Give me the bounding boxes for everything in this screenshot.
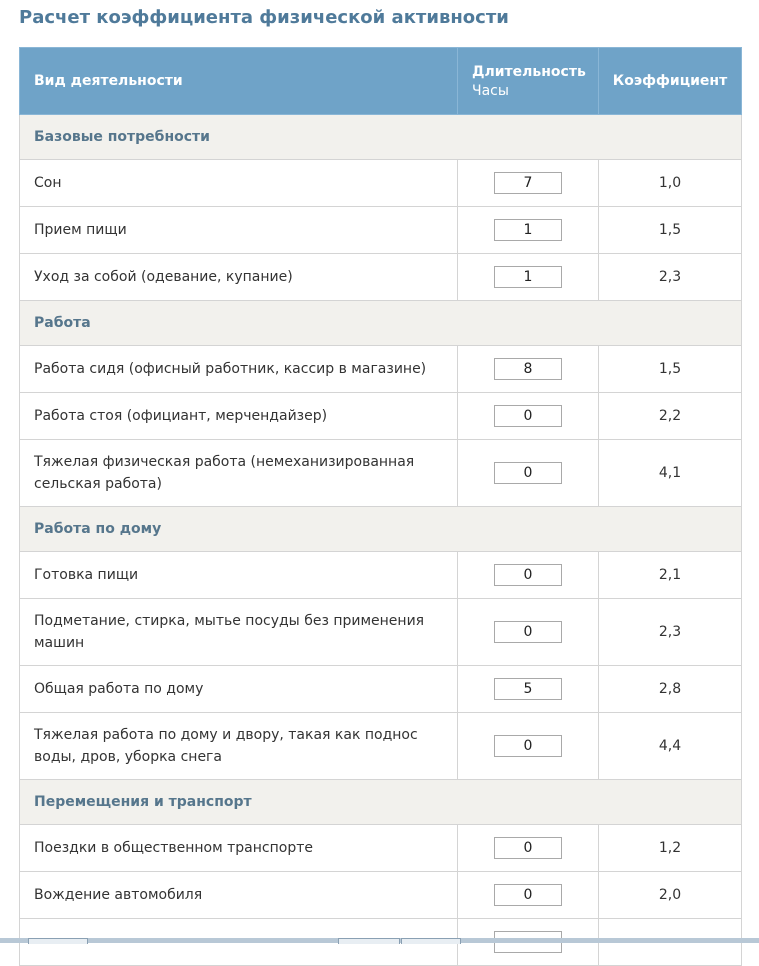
hours-cell (458, 393, 599, 440)
hours-cell (458, 713, 599, 780)
coefficient-value: 1,5 (599, 207, 742, 254)
hours-input[interactable] (494, 735, 562, 757)
table-header-row (20, 48, 742, 115)
header-activity: Вид деятельности (20, 48, 458, 115)
page-title: Расчет коэффициента физической активности (19, 7, 509, 28)
hours-cell (458, 440, 599, 507)
header-duration (458, 48, 599, 115)
hours-input[interactable] (494, 564, 562, 586)
hours-input[interactable] (494, 358, 562, 380)
hours-cell (458, 552, 599, 599)
activity-name: Тяжелая работа по дому и двору, такая как поднос воды, дров, уборка снега (20, 713, 458, 780)
table-row (20, 599, 742, 666)
activity-name: Готовка пищи (20, 552, 458, 599)
section-row (20, 780, 742, 825)
coefficient-value: 4,1 (599, 440, 742, 507)
hours-input[interactable] (494, 621, 562, 643)
bottom-button-right[interactable] (401, 938, 461, 944)
coefficient-value: 1,0 (599, 160, 742, 207)
hours-cell (458, 825, 599, 872)
hours-input[interactable] (494, 837, 562, 859)
coefficient-value: 1,5 (599, 346, 742, 393)
hours-input[interactable] (494, 172, 562, 194)
coefficient-value: 2,8 (599, 666, 742, 713)
hours-input[interactable] (494, 462, 562, 484)
table-row (20, 393, 742, 440)
activity-name: Работа сидя (офисный работник, кассир в магазине) (20, 346, 458, 393)
activity-name: Сон (20, 160, 458, 207)
table-row (20, 254, 742, 301)
section-row (20, 115, 742, 160)
hours-cell (458, 599, 599, 666)
section-row (20, 507, 742, 552)
section-title: Работа (20, 301, 742, 346)
bottom-button-middle[interactable] (338, 938, 400, 944)
section-title: Базовые потребности (20, 115, 742, 160)
coefficient-value: 2,3 (599, 599, 742, 666)
hours-input[interactable] (494, 219, 562, 241)
header-coefficient: Коэффициент (599, 48, 742, 115)
hours-input[interactable] (494, 884, 562, 906)
activity-name: Прием пищи (20, 207, 458, 254)
header-duration-label: Длительность (472, 63, 586, 80)
hours-input[interactable] (494, 405, 562, 427)
hours-input[interactable] (494, 266, 562, 288)
bottom-button-left[interactable] (28, 938, 88, 944)
table-row (20, 440, 742, 507)
table-row (20, 160, 742, 207)
hours-input[interactable] (494, 678, 562, 700)
table-row (20, 552, 742, 599)
section-row (20, 301, 742, 346)
table-row (20, 713, 742, 780)
hours-cell (458, 254, 599, 301)
coefficient-value: 4,4 (599, 713, 742, 780)
table-row (20, 872, 742, 919)
table-row (20, 825, 742, 872)
header-duration-unit: Часы (472, 82, 509, 99)
hours-cell (458, 207, 599, 254)
section-title: Перемещения и транспорт (20, 780, 742, 825)
table-row (20, 207, 742, 254)
coefficient-value: 2,2 (599, 393, 742, 440)
coefficient-value: 2,0 (599, 872, 742, 919)
table-row (20, 666, 742, 713)
hours-cell (458, 872, 599, 919)
coefficient-value: 2,3 (599, 254, 742, 301)
hours-cell (458, 160, 599, 207)
hours-cell (458, 346, 599, 393)
hours-cell (458, 666, 599, 713)
table-row (20, 346, 742, 393)
activity-table (19, 47, 742, 966)
activity-name: Поездки в общественном транспорте (20, 825, 458, 872)
coefficient-value: 2,1 (599, 552, 742, 599)
activity-name: Тяжелая физическая работа (немеханизированная сельская работа) (20, 440, 458, 507)
coefficient-value: 1,2 (599, 825, 742, 872)
activity-name: Общая работа по дому (20, 666, 458, 713)
activity-name: Уход за собой (одевание, купание) (20, 254, 458, 301)
activity-name: Подметание, стирка, мытье посуды без применения машин (20, 599, 458, 666)
activity-name: Работа стоя (официант, мерчендайзер) (20, 393, 458, 440)
section-title: Работа по дому (20, 507, 742, 552)
activity-name: Вождение автомобиля (20, 872, 458, 919)
